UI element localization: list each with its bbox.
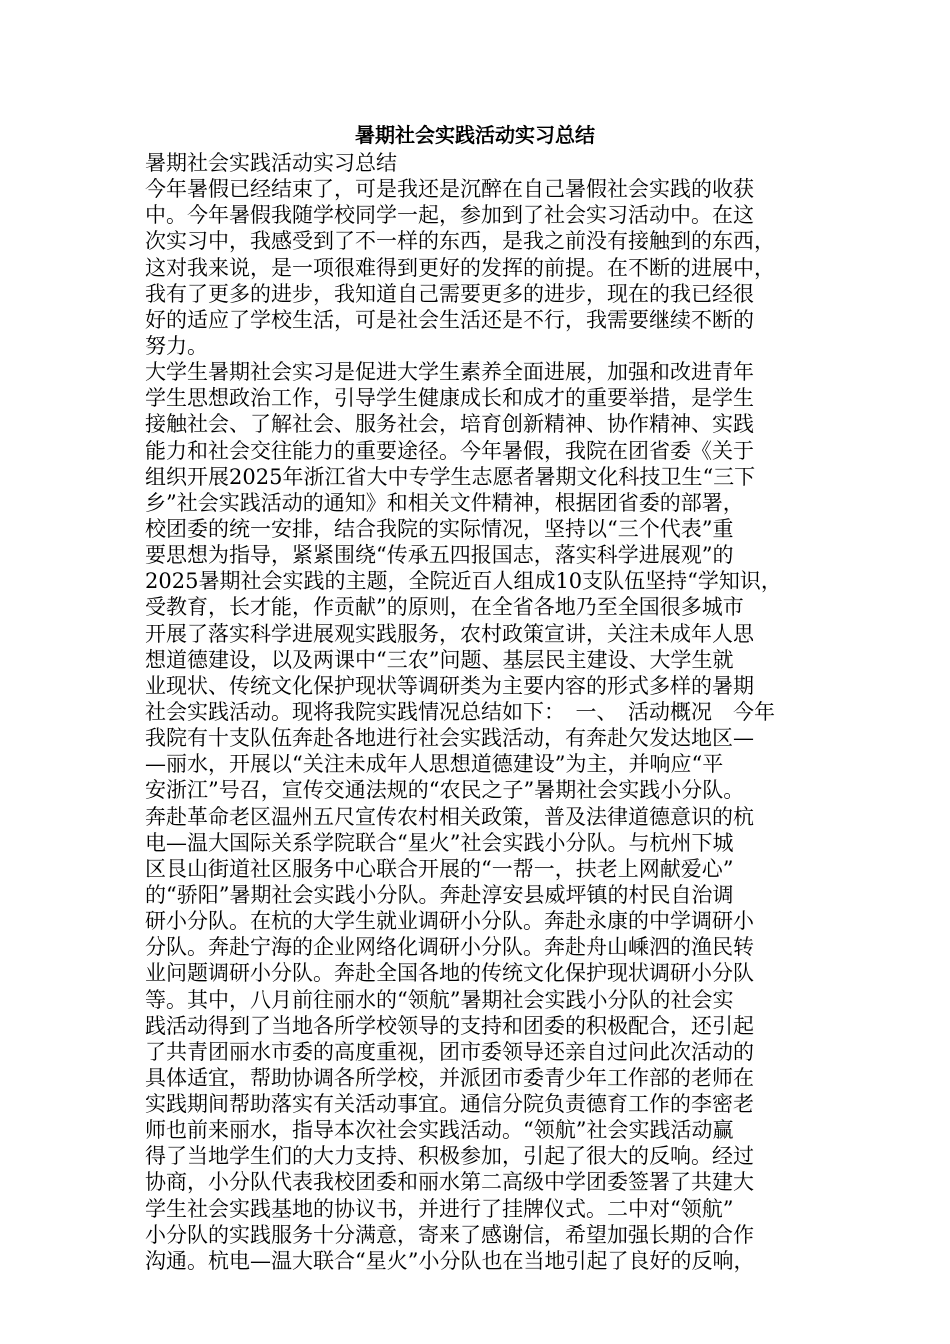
text-line: 的“骄阳”暑期社会实践小分队。奔赴淳安县威坪镇的村民自治调 [145,882,734,907]
text-line: 安浙江”号召，宣传交通法规的“农民之子”暑期社会实践小分队。 [145,778,745,803]
text-line: 研小分队。在杭的大学生就业调研小分队。奔赴永康的中学调研小 [145,909,754,934]
text-line: 努力。 [145,333,208,358]
text-line: 这对我来说，是一项很难得到更好的发挥的前提。在不断的进展中， [145,255,775,280]
text-line: 今年暑假已经结束了，可是我还是沉醉在自己暑假社会实践的收获 [145,177,754,202]
text-line: 社会实践活动。现将我院实践情况总结如下： 一、 活动概况 今年 [145,699,775,724]
text-line: 业现状、传统文化保护现状等调研类为主要内容的形式多样的暑期 [145,673,754,698]
text-line: 校团委的统一安排，结合我院的实际情况，坚持以“三个代表”重 [145,516,734,541]
text-line: 学生社会实践基地的协议书，并进行了挂牌仪式。二中对“领航” [145,1196,734,1221]
text-line: 实践期间帮助落实有关活动事宜。通信分院负责德育工作的李密老 [145,1092,754,1117]
text-line: 好的适应了学校生活，可是社会生活还是不行，我需要继续不断的 [145,307,754,332]
text-line: 我院有十支队伍奔赴各地进行社会实践活动，有奔赴欠发达地区— [145,726,754,751]
text-line: 乡”社会实践活动的通知》和相关文件精神，根据团省委的部署， [145,490,744,515]
text-line: 得了当地学生们的大力支持、积极参加，引起了很大的反响。经过 [145,1144,754,1169]
text-line: 受教育，长才能，作贡献”的原则，在全省各地乃至全国很多城市 [145,595,744,620]
text-line: 具体适宜，帮助协调各所学校，并派团市委青少年工作部的老师在 [145,1065,754,1090]
text-line: 电—温大国际关系学院联合“星火”社会实践小分队。与杭州下城 [145,830,734,855]
text-line: 践活动得到了当地各所学校领导的支持和团委的积极配合，还引起 [145,1013,754,1038]
text-line: 师也前来丽水，指导本次社会实践活动。“领航”社会实践活动赢 [145,1118,734,1143]
document-title: 暑期社会实践活动实习总结 [355,123,595,147]
text-line: 协商，小分队代表我校团委和丽水第二高级中学团委签署了共建大 [145,1170,754,1195]
text-line: 业问题调研小分队。奔赴全国各地的传统文化保护现状调研小分队 [145,961,754,986]
text-line: 想道德建设，以及两课中“三农”问题、基层民主建设、大学生就 [145,647,734,672]
document-body [145,150,815,1274]
text-line: 小分队的实践服务十分满意，寄来了感谢信，希望加强长期的合作 [145,1222,754,1247]
text-line: —丽水，开展以“关注未成年人思想道德建设”为主，并响应“平 [145,752,724,777]
text-line: 暑期社会实践活动实习总结 [145,151,397,175]
text-line: 中。今年暑假我随学校同学一起，参加到了社会实习活动中。在这 [145,203,754,228]
text-line: 组织开展2025年浙江省大中专学生志愿者暑期文化科技卫生“三下 [145,464,756,489]
text-line: 我有了更多的进步，我知道自己需要更多的进步，现在的我已经很 [145,281,754,306]
text-line: 要思想为指导，紧紧围绕“传承五四报国志，落实科学进展观”的 [145,543,734,568]
text-line: 大学生暑期社会实习是促进大学生素养全面进展，加强和改进青年 [145,360,754,385]
text-line: 次实习中，我感受到了不一样的东西，是我之前没有接触到的东西， [145,229,775,254]
text-line: 沟通。杭电—温大联合“星火”小分队也在当地引起了良好的反响， [145,1248,755,1273]
text-line: 开展了落实科学进展观实践服务，农村政策宣讲，关注未成年人思 [145,621,754,646]
text-line: 能力和社会交往能力的重要途径。今年暑假，我院在团省委《关于 [145,438,754,463]
text-line: 接触社会、了解社会、服务社会，培育创新精神、协作精神、实践 [145,412,754,437]
text-line: 等。其中，八月前往丽水的“领航”暑期社会实践小分队的社会实 [145,987,734,1012]
text-line: 学生思想政治工作，引导学生健康成长和成才的重要举措，是学生 [145,386,754,411]
text-line: 2025暑期社会实践的主题，全院近百人组成10支队伍坚持“学知识， [145,569,782,594]
text-line: 奔赴革命老区温州五尺宣传农村相关政策，普及法律道德意识的杭 [145,804,754,829]
text-line: 了共青团丽水市委的高度重视，团市委领导还亲自过问此次活动的 [145,1039,754,1064]
text-line: 区艮山街道社区服务中心联合开展的“一帮一，扶老上网献爱心” [145,856,734,881]
text-line: 分队。奔赴宁海的企业网络化调研小分队。奔赴舟山嵊泗的渔民转 [145,935,754,960]
